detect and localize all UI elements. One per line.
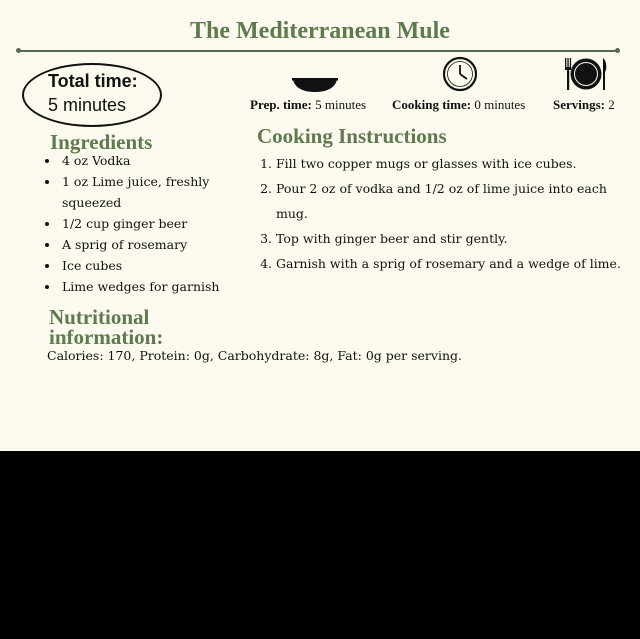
recipe-title: The Mediterranean Mule (190, 18, 450, 44)
blank-area (0, 451, 640, 639)
ingredients-heading: Ingredients (50, 130, 153, 154)
total-time-label: Total time: (48, 71, 138, 91)
cooking-time (392, 97, 525, 113)
title-divider (18, 50, 618, 52)
nutrition-heading-line1: Nutritional (49, 305, 150, 329)
list-item: • A sprig of rosemary (60, 234, 245, 255)
prep-time-value: 5 minutes (315, 97, 367, 112)
list-item: • Ice cubes (60, 255, 245, 276)
list-item: 2. Pour 2 oz of vodka and 1/2 oz of lime juice into each mug. (276, 176, 636, 226)
cooking-time-value: 0 minutes (474, 97, 526, 112)
plate-cutlery-icon (563, 57, 609, 91)
list-item: • 1/2 cup ginger beer (60, 213, 245, 234)
instructions-list (254, 151, 636, 276)
list-item: • 1 oz Lime juice, freshly squeezed (60, 171, 245, 213)
bowl-icon (292, 76, 338, 94)
list-item: 1. Fill two copper mugs or glasses with ice cubes. (276, 151, 636, 176)
list-item: 4. Garnish with a sprig of rosemary and a wedge of lime. (276, 251, 636, 276)
total-time-value: 5 minutes (48, 95, 127, 115)
instructions-heading: Cooking Instructions (257, 124, 447, 148)
list-item: • 4 oz Vodka (60, 150, 245, 171)
ingredients-list (44, 150, 245, 297)
servings (553, 97, 615, 113)
nutrition-text: Calories: 170, Protein: 0g, Carbohydrate: 8g, Fat: 0g per serving. (47, 348, 462, 363)
list-item: • Lime wedges for garnish (60, 276, 245, 297)
nutrition-heading-line2: information: (49, 325, 164, 349)
servings-value: 2 (608, 97, 615, 112)
servings-label: Servings: (553, 97, 605, 112)
prep-time (250, 97, 366, 113)
list-item: 3. Top with ginger beer and stir gently. (276, 226, 636, 251)
prep-time-label: Prep. time: (250, 97, 312, 112)
clock-icon (442, 56, 478, 92)
cooking-time-label: Cooking time: (392, 97, 472, 112)
